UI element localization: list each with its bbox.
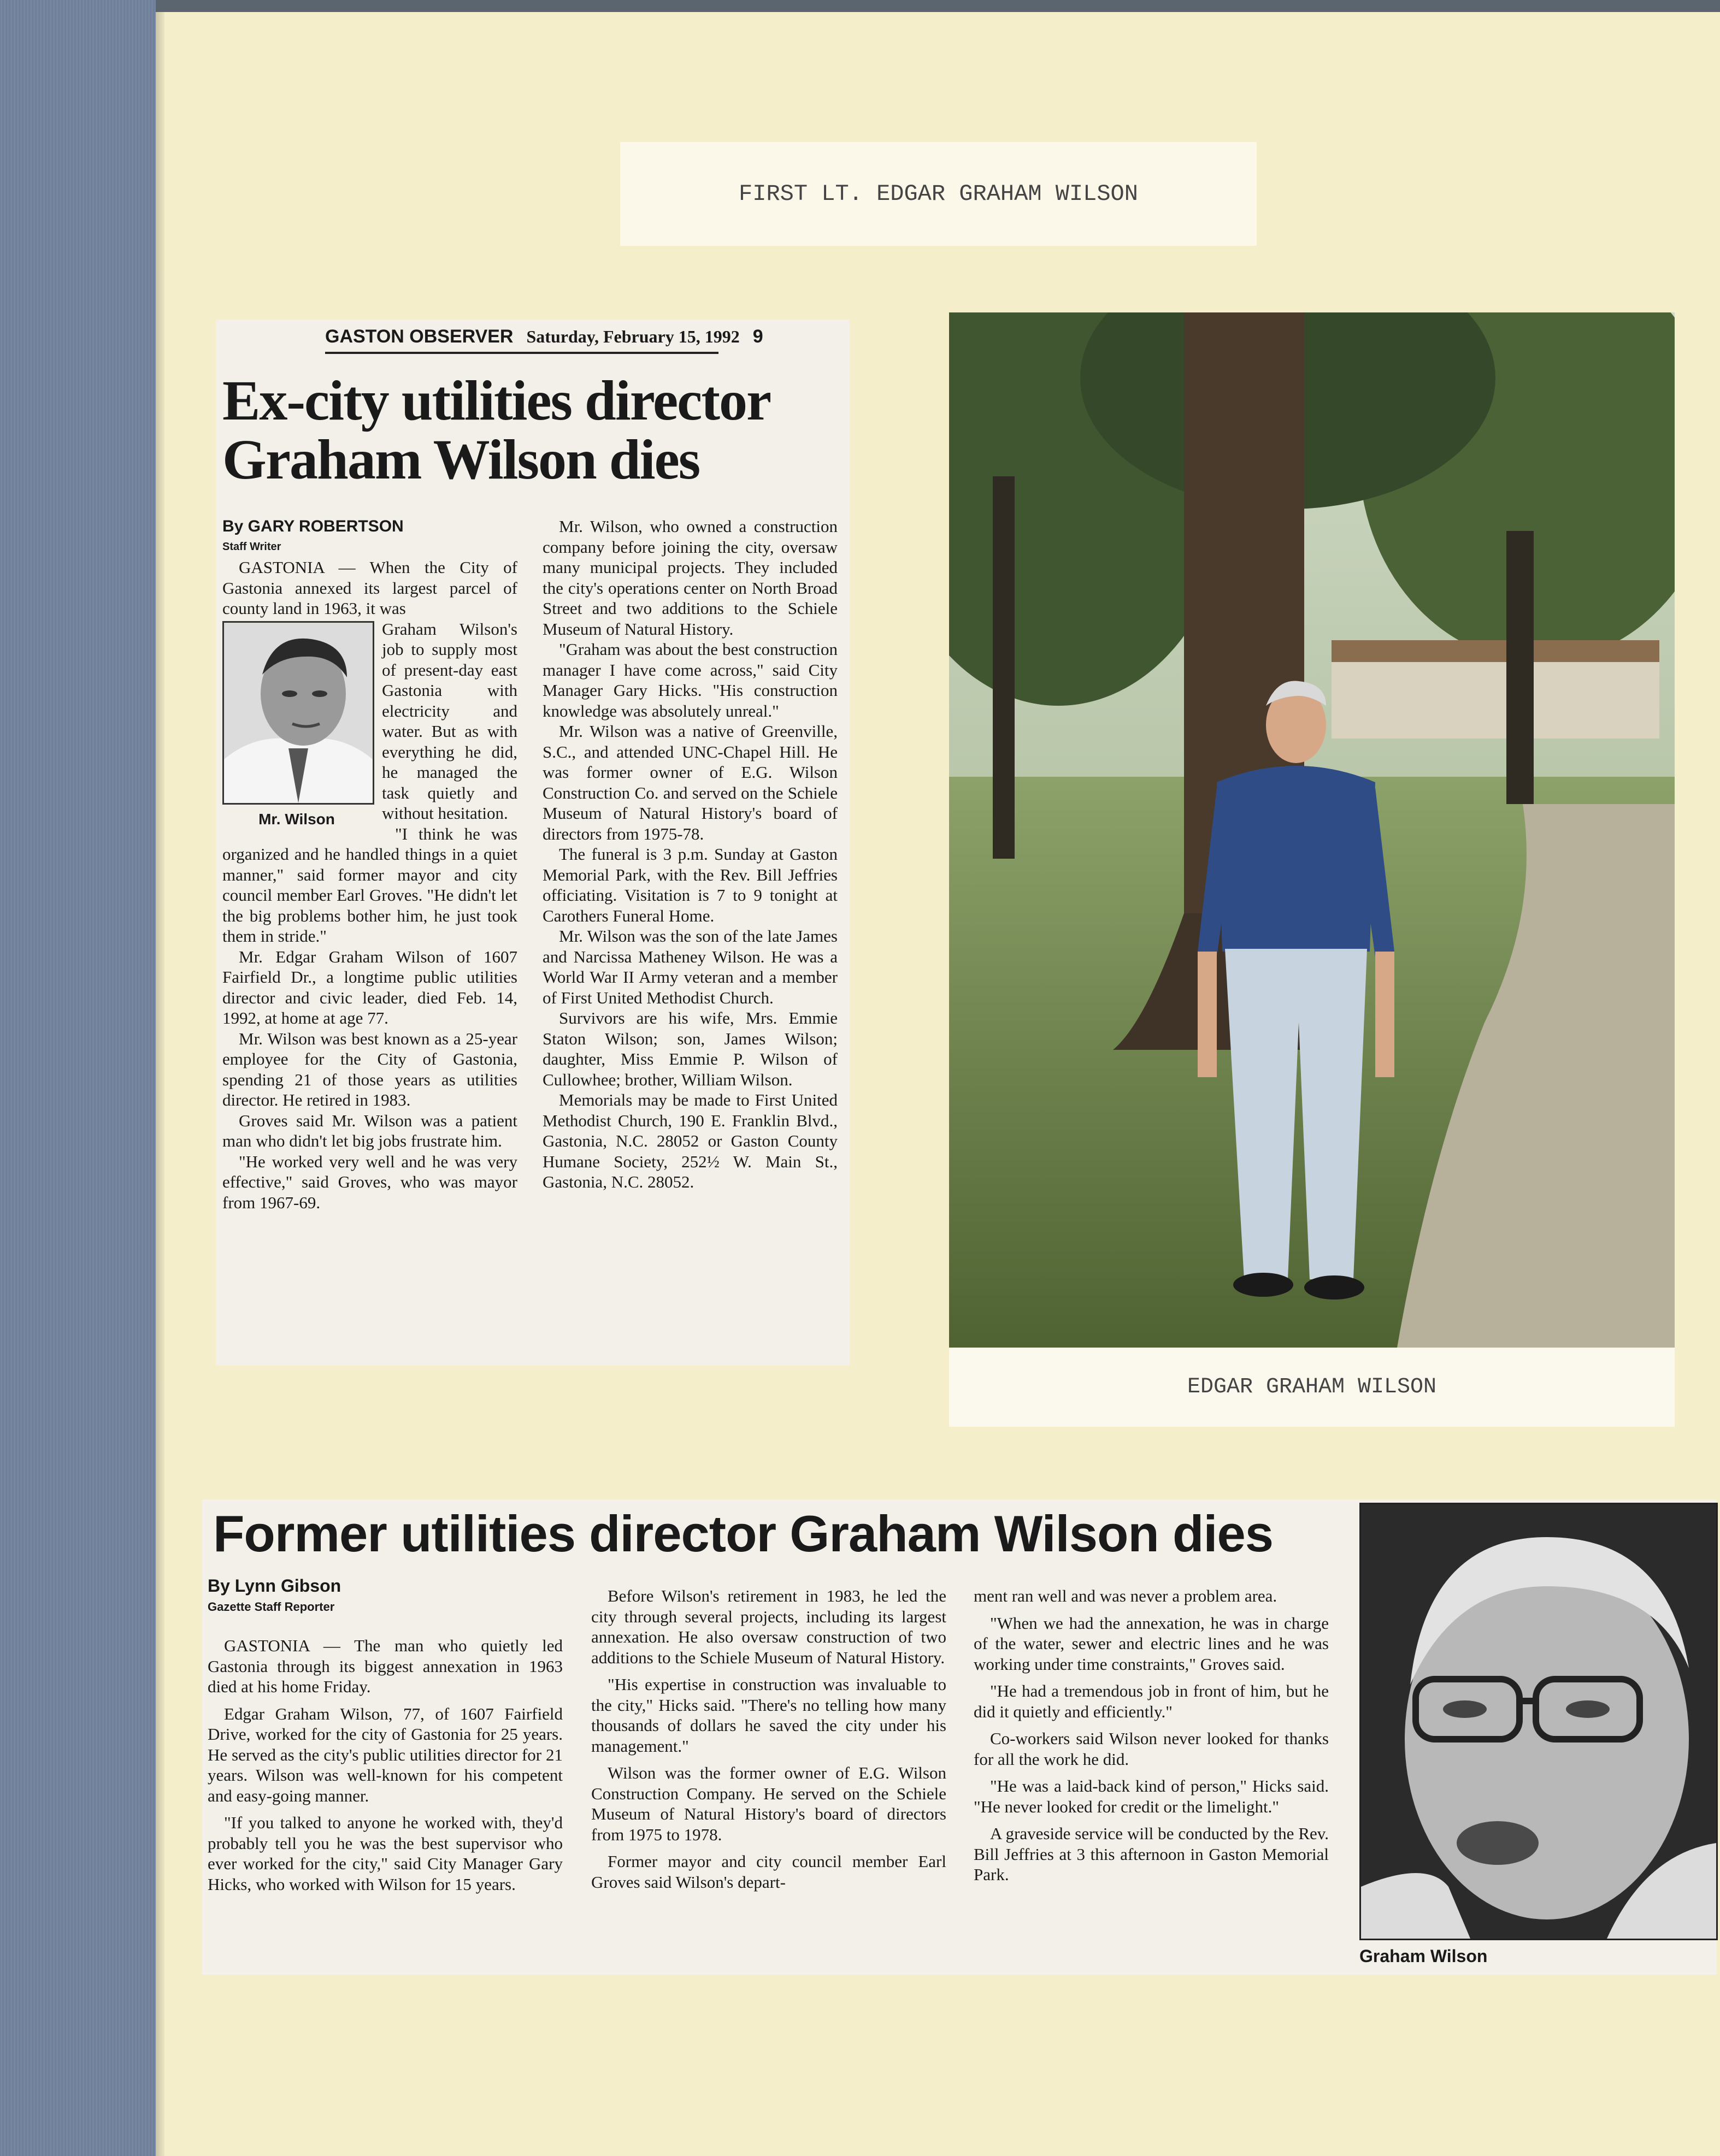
paragraph: "He had a tremendous job in front of him, but he did it quietly and efficiently." bbox=[974, 1681, 1329, 1721]
column-1 bbox=[222, 516, 517, 1213]
paragraph: The funeral is 3 p.m. Sunday at Gaston Memorial Park, with the Rev. Bill Jeffries officiating. Visitation is 7 to 9 tonight at Carothers Funeral Home. bbox=[543, 844, 838, 925]
paragraph: Edgar Graham Wilson, 77, of 1607 Fairfield Drive, worked for the city of Gastonia for 25 years. He served as the city's public utilities director for 21 years. Wilson was well-known for his competent and easy-going manner. bbox=[208, 1704, 563, 1805]
page-number: 9 bbox=[752, 326, 763, 347]
column-2 bbox=[543, 516, 838, 1192]
portrait-photo bbox=[222, 621, 374, 805]
paragraph: Former mayor and city council member Earl Groves said Wilson's depart- bbox=[591, 1852, 946, 1892]
paragraph: Memorials may be made to First United Methodist Church, 190 E. Franklin Blvd., Gastonia, N.C. 28052 or Gaston County Humane Society, 252½ W. Main St., Gastonia, N.C. 28052. bbox=[543, 1090, 838, 1191]
paragraph: ment ran well and was never a problem area. bbox=[974, 1586, 1277, 1605]
paragraph: Mr. Wilson was the son of the late James and Narcissa Matheney Wilson. He was a World War II Army veteran and a member of First United Methodist Church. bbox=[543, 926, 838, 1007]
masthead bbox=[325, 326, 763, 354]
paragraph: Co-workers said Wilson never looked for thanks for all the work he did. bbox=[974, 1729, 1329, 1769]
portrait-image bbox=[1361, 1504, 1716, 1939]
album-spine bbox=[0, 0, 156, 2156]
paragraph: Mr. Wilson, who owned a construction company before joining the city, oversaw many municipal projects. They included the city's operations center on North Broad Street and two additions to the Schiele Museum of Natural History. bbox=[543, 517, 838, 639]
byline: By GARY ROBERTSON bbox=[222, 517, 404, 535]
headline: Ex-city utilities director Graham Wilson dies bbox=[222, 369, 770, 491]
paragraph: "When we had the annexation, he was in charge of the water, sewer and electric lines and he was working under time constraints," Groves said. bbox=[974, 1613, 1329, 1674]
paragraph: "He was a laid-back kind of person," Hicks said. "He never looked for credit or the limelight." bbox=[974, 1776, 1329, 1816]
paragraph: "Graham was about the best construction manager I have come across," said City Manager Gary Hicks. "His construction knowledge was absolutely unreal." bbox=[543, 640, 838, 720]
paragraph: Before Wilson's retirement in 1983, he led the city through several projects, including its largest annexation. He also oversaw construction of two additions to the Schiele Museum of Natural History. bbox=[591, 1586, 946, 1667]
color-photograph bbox=[949, 312, 1675, 1348]
title-label bbox=[620, 142, 1257, 246]
paragraph: GASTONIA — The man who quietly led Gastonia through its biggest annexation in 1963 died at his home Friday. bbox=[208, 1636, 563, 1696]
column-1 bbox=[208, 1576, 563, 1901]
publication-date: Saturday, February 15, 1992 bbox=[526, 327, 740, 346]
portrait-caption: Graham Wilson bbox=[1359, 1946, 1488, 1966]
paragraph: "I think he was organized and he handled things in a quiet manner," said former mayor and city council member Earl Groves. "He didn't let the big problems bother him, he just took them in stride." bbox=[222, 824, 517, 946]
paragraph: Survivors are his wife, Mrs. Emmie Staton Wilson; son, James Wilson; daughter, Miss Emmie P. Wilson of Cullowhee; brother, William Wilson. bbox=[543, 1008, 838, 1089]
headline: Former utilities director Graham Wilson dies bbox=[213, 1505, 1274, 1562]
byline-role: Gazette Staff Reporter bbox=[208, 1599, 335, 1614]
paragraph: "If you talked to anyone he worked with, they'd probably tell you he was the best supervisor who ever worked for the city," said City Manager Gary Hicks, who worked with Wilson for 15 years. bbox=[208, 1813, 563, 1894]
portrait-image bbox=[224, 623, 373, 803]
observer-clipping bbox=[216, 320, 850, 1366]
portrait-photo bbox=[1359, 1503, 1718, 1940]
paragraph: Groves said Mr. Wilson was a patient man who didn't let big jobs frustrate him. bbox=[222, 1111, 517, 1150]
byline-role: Staff Writer bbox=[222, 540, 281, 553]
byline: By Lynn Gibson bbox=[208, 1576, 341, 1596]
column-2 bbox=[591, 1586, 946, 1899]
photo-image bbox=[949, 312, 1675, 1348]
photo-caption-text: EDGAR GRAHAM WILSON bbox=[1187, 1375, 1437, 1399]
column-3 bbox=[974, 1586, 1329, 1892]
photo-caption-label bbox=[949, 1348, 1675, 1427]
top-border bbox=[156, 0, 1720, 12]
paragraph: Mr. Wilson was a native of Greenville, S.C., and attended UNC-Chapel Hill. He was former owner of E.G. Wilson Construction Co. and served on the Schiele Museum of Natural History's board of directors from 1975-78. bbox=[543, 722, 838, 843]
paragraph: Graham Wilson's job to supply most of present-day east Gastonia with electricity and water. But as with everything he did, he managed the task quietly and without hesitation. bbox=[382, 619, 517, 823]
gazette-clipping bbox=[202, 1499, 1717, 1975]
paragraph: "He worked very well and he was very effective," said Groves, who was mayor from 1967-69. bbox=[222, 1151, 517, 1212]
portrait-caption: Mr. Wilson bbox=[258, 810, 335, 828]
title-label-text: FIRST LT. EDGAR GRAHAM WILSON bbox=[739, 181, 1138, 207]
paragraph: Mr. Edgar Graham Wilson of 1607 Fairfield Dr., a longtime public utilities director and civic leader, died Feb. 14, 1992, at home at age 77. bbox=[222, 947, 517, 1027]
newspaper-name: GASTON OBSERVER bbox=[325, 326, 514, 347]
paragraph: GASTONIA — When the City of Gastonia annexed its largest parcel of county land in 1963, it was bbox=[222, 558, 517, 618]
paragraph: A graveside service will be conducted by the Rev. Bill Jeffries at 3 this afternoon in Gaston Memorial Park. bbox=[974, 1824, 1329, 1884]
paragraph: Wilson was the former owner of E.G. Wilson Construction Company. He served on the Schiele Museum of Natural History's board of directors from 1975 to 1978. bbox=[591, 1763, 946, 1844]
paragraph: Mr. Wilson was best known as a 25-year employee for the City of Gastonia, spending 21 of those years as utilities director. He retired in 1983. bbox=[222, 1029, 517, 1109]
paragraph: "His expertise in construction was invaluable to the city," Hicks said. "There's no telling how many thousands of dollars he saved the city under his management." bbox=[591, 1675, 946, 1756]
page-edge bbox=[156, 0, 164, 2156]
